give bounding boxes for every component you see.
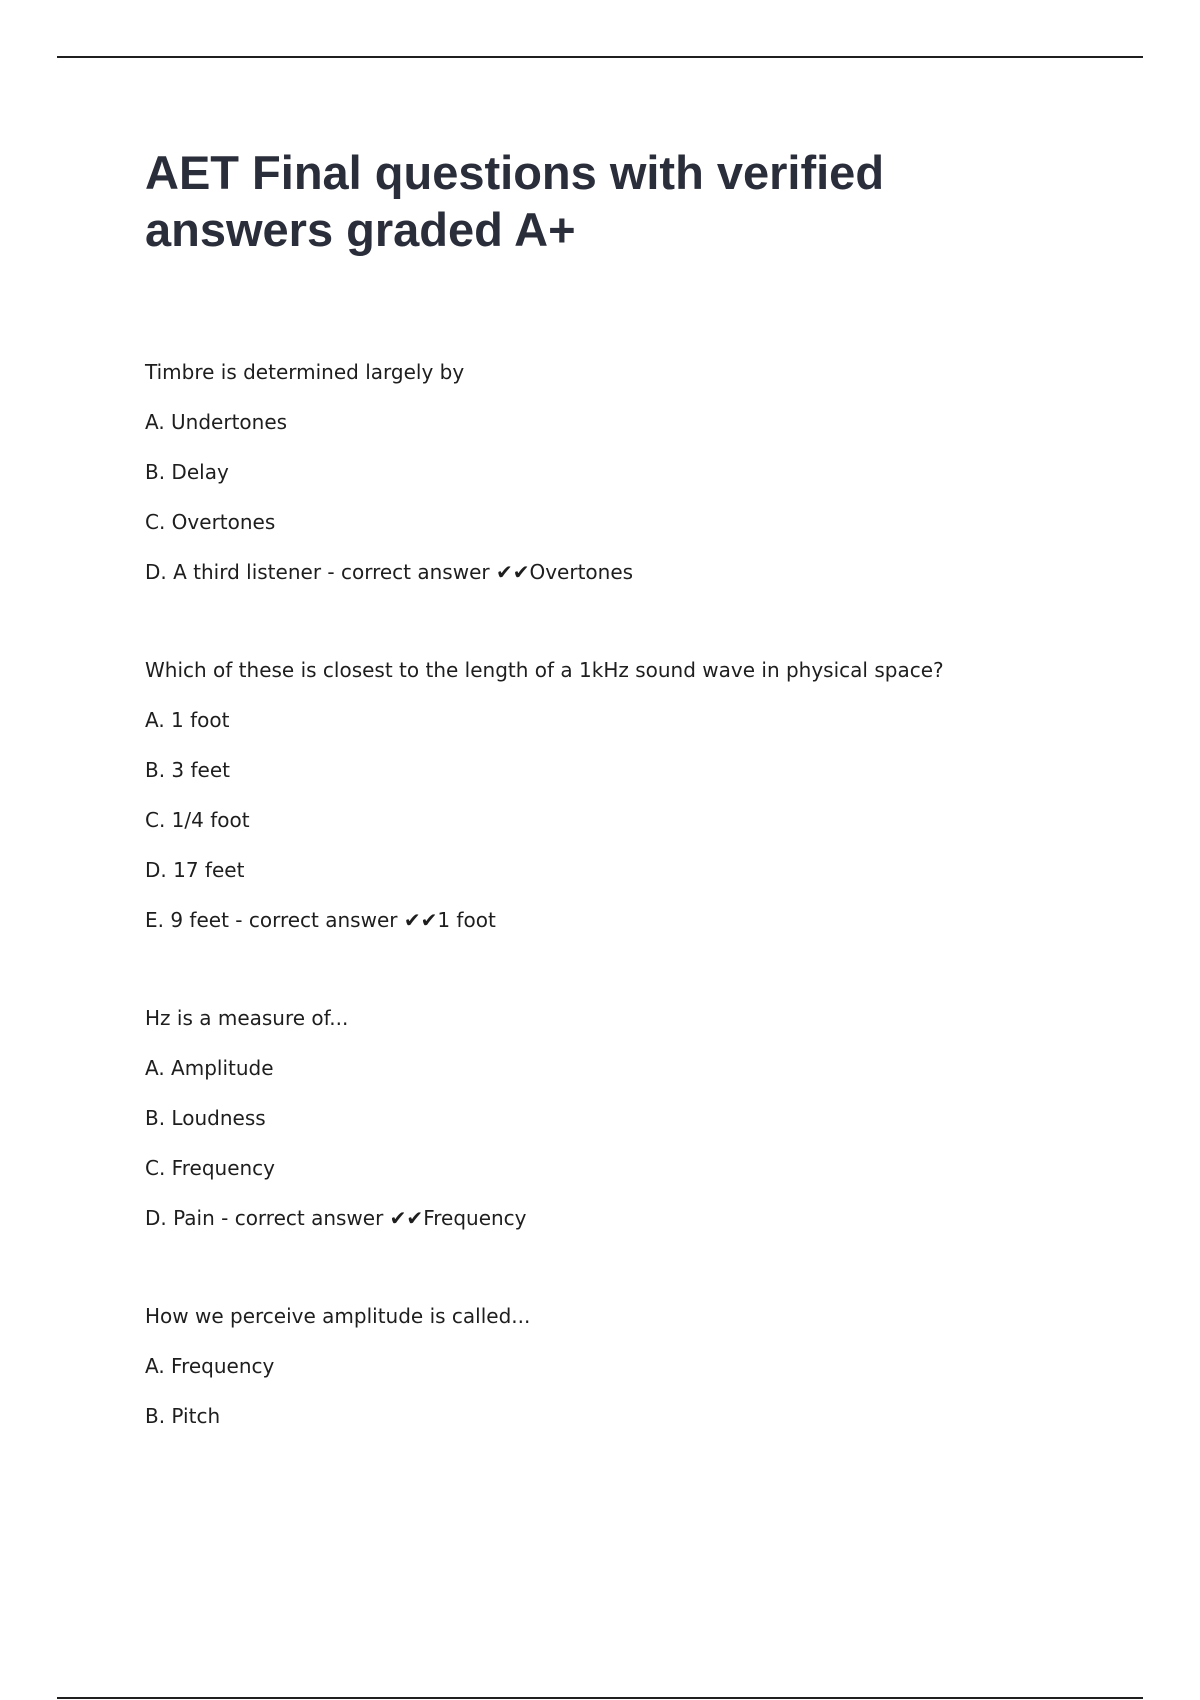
question-block-2: [145, 655, 1125, 955]
bottom-divider: [57, 1697, 1143, 1699]
answer-option: A. 1 foot: [145, 708, 230, 732]
answer-option-with-correct-answer: D. A third listener - correct answer ✔✔Overtones: [145, 560, 634, 584]
question-text: Timbre is determined largely by: [145, 360, 465, 384]
top-divider: [57, 56, 1143, 58]
answer-option: B. Loudness: [145, 1106, 266, 1130]
question-list: [145, 357, 1125, 1499]
answer-option: C. 1/4 foot: [145, 808, 250, 832]
title-line-1: AET Final questions with verified: [145, 146, 885, 199]
answer-option: B. 3 feet: [145, 758, 231, 782]
answer-option: B. Pitch: [145, 1404, 221, 1428]
question-block-1: [145, 357, 1125, 607]
question-text: Hz is a measure of...: [145, 1006, 349, 1030]
answer-option: B. Delay: [145, 460, 229, 484]
answer-option-with-correct-answer: E. 9 feet - correct answer ✔✔1 foot: [145, 908, 496, 932]
answer-option: C. Overtones: [145, 510, 276, 534]
question-text: How we perceive amplitude is called...: [145, 1304, 531, 1328]
question-block-3: [145, 1003, 1125, 1253]
title-line-2: answers graded A+: [145, 203, 576, 256]
answer-option: A. Amplitude: [145, 1056, 274, 1080]
answer-option: C. Frequency: [145, 1156, 275, 1180]
answer-option: A. Frequency: [145, 1354, 275, 1378]
question-text: Which of these is closest to the length of a 1kHz sound wave in physical space?: [145, 658, 944, 682]
answer-option-with-correct-answer: D. Pain - correct answer ✔✔Frequency: [145, 1206, 527, 1230]
question-block-4: [145, 1301, 1125, 1451]
document-title: [145, 144, 1045, 258]
answer-option: D. 17 feet: [145, 858, 245, 882]
answer-option: A. Undertones: [145, 410, 288, 434]
